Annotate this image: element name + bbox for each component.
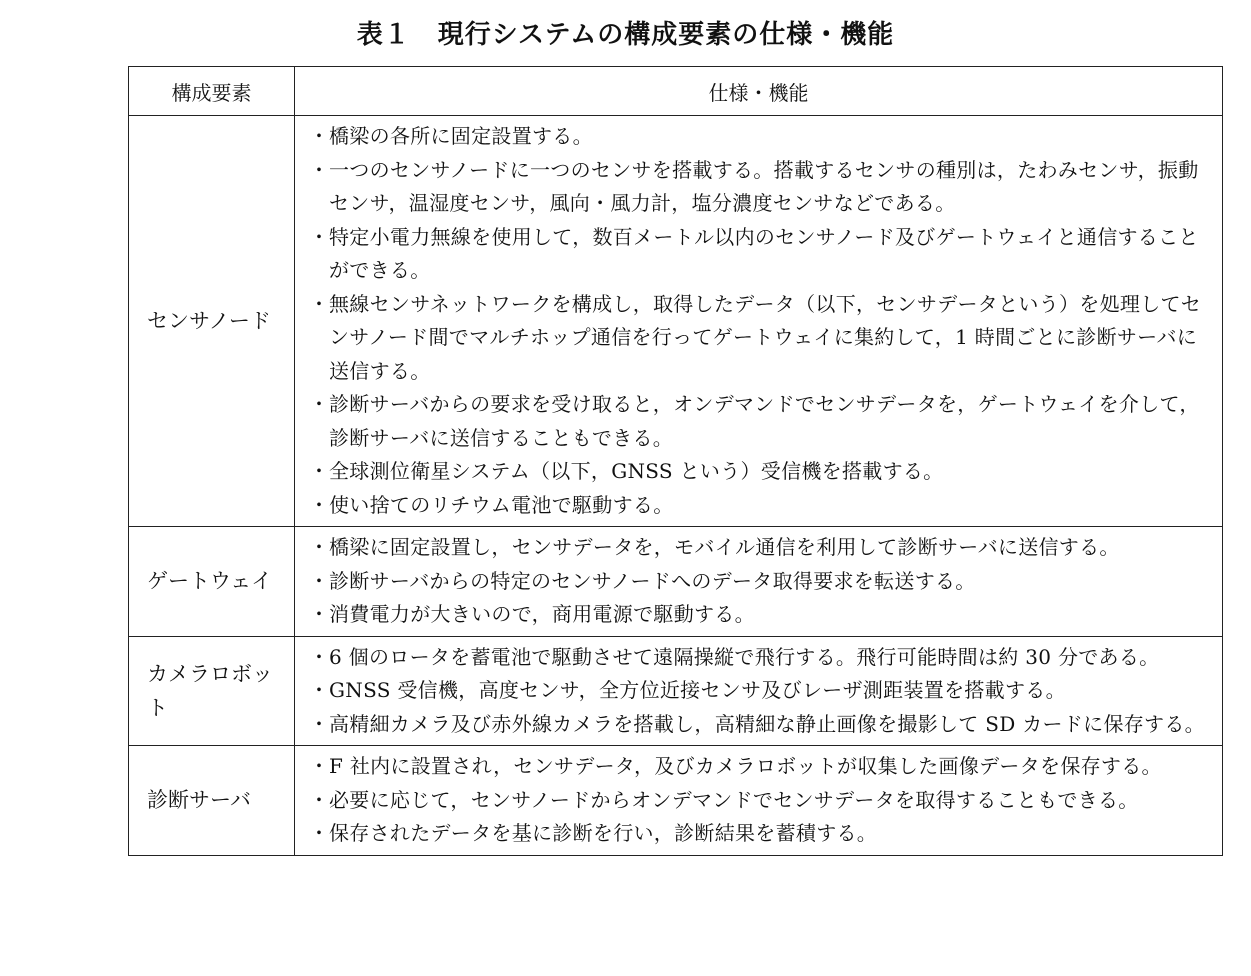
spec-item: [309, 674, 1214, 708]
table-row: [129, 116, 1223, 527]
spec-list: [309, 750, 1214, 851]
table-caption: 表１ 現行システムの構成要素の仕様・機能: [356, 20, 895, 50]
spec-item: [309, 641, 1214, 675]
component-name-cell: カメラロボット: [129, 636, 295, 746]
bullet-mark: ・: [309, 124, 330, 148]
bullet-mark: ・: [309, 711, 330, 736]
spec-list: [309, 120, 1214, 522]
bullet-mark: ・: [309, 678, 330, 702]
bullet-mark: ・: [309, 821, 330, 845]
bullet-mark: ・: [309, 224, 330, 249]
spec-item: [309, 388, 1214, 455]
spec-cell: [295, 116, 1223, 527]
spec-item-text: 無線センサネットワークを構成し，取得したデータ（以下，センサデータという）を処理してセンサノード間でマルチホップ通信を行ってゲートウェイに集約して，1 時間ごとに診断サーバに送信する。: [329, 291, 1202, 383]
component-name-cell: 診断サーバ: [129, 746, 295, 856]
bullet-mark: ・: [309, 787, 330, 812]
bullet-mark: ・: [309, 459, 330, 483]
spec-item-text: 一つのセンサノードに一つのセンサを搭載する。搭載するセンサの種別は，たわみセンサ，振動センサ，温湿度センサ，風向・風力計，塩分濃度センサなどである。: [329, 157, 1199, 215]
spec-item-text: 6 個のロータを蓄電池で駆動させて遠隔操縦で飛行する。飛行可能時間は約 30 分である。: [329, 644, 1160, 669]
bullet-mark: ・: [309, 602, 330, 626]
spec-item: [309, 221, 1214, 288]
spec-item: [309, 565, 1214, 599]
spec-item: [309, 531, 1214, 565]
spec-item: [309, 154, 1214, 221]
spec-list: [309, 641, 1214, 742]
spec-item-text: 高精細カメラ及び赤外線カメラを搭載し，高精細な静止画像を撮影して SD カードに保存する。: [329, 711, 1205, 736]
table-row: [129, 527, 1223, 637]
spec-item-text: 橋梁に固定設置し，センサデータを，モバイル通信を利用して診断サーバに送信する。: [329, 535, 1120, 559]
spec-item: [309, 784, 1214, 818]
spec-item-text: 診断サーバからの要求を受け取ると，オンデマンドでセンサデータを，ゲートウェイを介して，診断サーバに送信することもできる。: [329, 392, 1200, 450]
spec-item-text: 橋梁の各所に固定設置する。: [329, 124, 593, 148]
table-header-row: [129, 67, 1223, 116]
bullet-mark: ・: [309, 754, 330, 778]
component-name-cell: ゲートウェイ: [129, 527, 295, 637]
spec-table: [128, 66, 1223, 856]
spec-item: [309, 489, 1214, 523]
spec-item: [309, 817, 1214, 851]
spec-item: [309, 708, 1214, 742]
header-component: 構成要素: [129, 67, 295, 116]
spec-item: [309, 598, 1214, 632]
header-spec: 仕様・機能: [295, 67, 1223, 116]
spec-item: [309, 120, 1214, 154]
table-body: [129, 116, 1223, 856]
table-row: [129, 746, 1223, 856]
spec-item-text: GNSS 受信機，高度センサ，全方位近接センサ及びレーザ測距装置を搭載する。: [329, 678, 1066, 702]
spec-item-text: 使い捨てのリチウム電池で駆動する。: [329, 492, 674, 517]
spec-cell: [295, 636, 1223, 746]
bullet-mark: ・: [309, 492, 330, 517]
table-row: [129, 636, 1223, 746]
spec-item-text: 保存されたデータを基に診断を行い，診断結果を蓄積する。: [329, 821, 878, 845]
bullet-mark: ・: [309, 568, 330, 593]
bullet-mark: ・: [309, 157, 330, 182]
spec-item: [309, 750, 1214, 784]
spec-item-text: F 社内に設置され，センサデータ，及びカメラロボットが収集した画像データを保存する。: [329, 754, 1162, 778]
component-name-cell: センサノード: [129, 116, 295, 527]
bullet-mark: ・: [309, 535, 330, 559]
spec-item: [309, 288, 1214, 389]
spec-cell: [295, 746, 1223, 856]
spec-cell: [295, 527, 1223, 637]
spec-item-text: 全球測位衛星システム（以下，GNSS という）受信機を搭載する。: [329, 459, 944, 483]
bullet-mark: ・: [309, 644, 330, 669]
spec-item: [309, 455, 1214, 489]
spec-item-text: 必要に応じて，センサノードからオンデマンドでセンサデータを取得することもできる。: [329, 787, 1139, 812]
spec-item-text: 診断サーバからの特定のセンサノードへのデータ取得要求を転送する。: [329, 568, 976, 593]
bullet-mark: ・: [309, 392, 330, 416]
spec-item-text: 特定小電力無線を使用して，数百メートル以内のセンサノード及びゲートウェイと通信することができる。: [329, 224, 1199, 282]
spec-item-text: 消費電力が大きいので，商用電源で駆動する。: [329, 602, 755, 626]
bullet-mark: ・: [309, 291, 330, 316]
spec-list: [309, 531, 1214, 632]
